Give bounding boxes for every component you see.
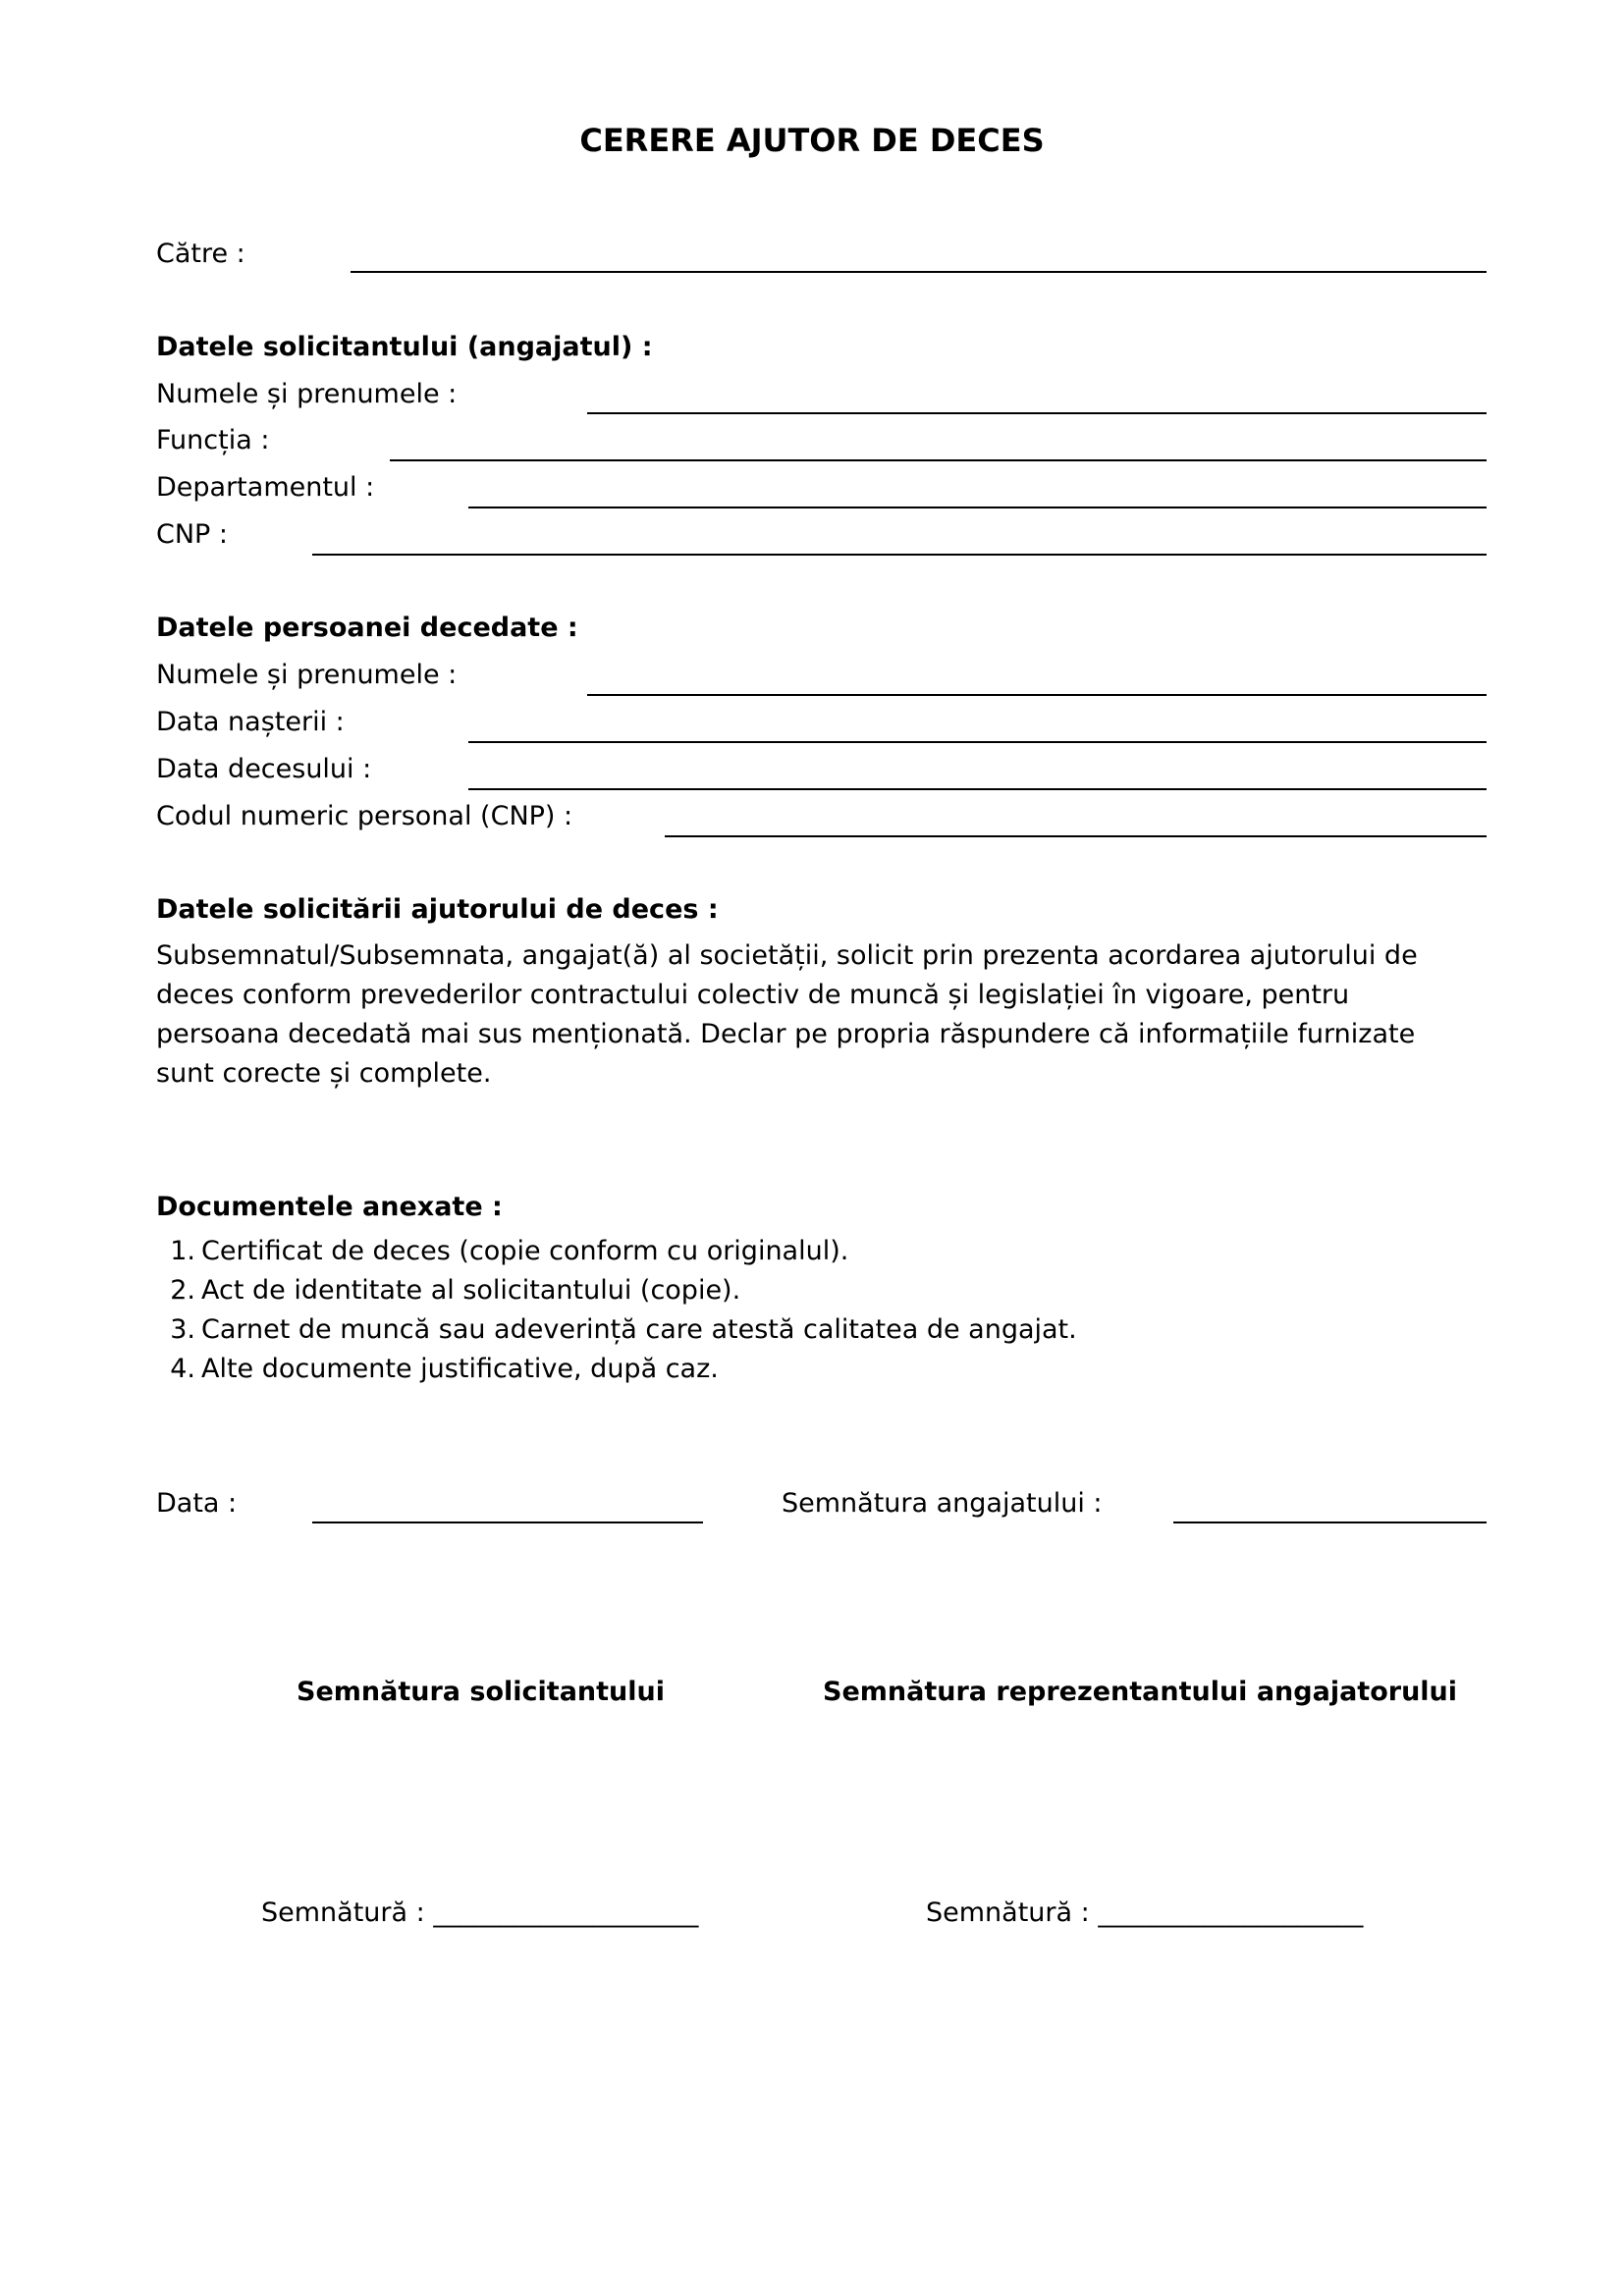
deceased-cnp-label: Codul numeric personal (CNP) :: [156, 801, 573, 831]
applicant-department-label: Departamentul :: [156, 472, 375, 503]
applicant-name-label: Numele și prenumele :: [156, 379, 458, 409]
employer-signature-title: Semnătura reprezentantului angajatorului: [823, 1677, 1458, 1707]
applicant-function-field[interactable]: [390, 459, 1487, 461]
employee-signature-field[interactable]: [1173, 1522, 1487, 1523]
catre-label: Către :: [156, 239, 245, 269]
annexes-heading: Documentele anexate :: [156, 1192, 503, 1222]
deceased-death-label: Data decesului :: [156, 754, 372, 784]
list-item: [156, 1271, 1077, 1310]
applicant-name-field[interactable]: [587, 412, 1487, 414]
list-item: [156, 1350, 1077, 1389]
list-item: [156, 1310, 1077, 1350]
deceased-death-field[interactable]: [468, 788, 1487, 790]
applicant-signature-line[interactable]: Semnătură : ____________________: [261, 1897, 699, 1928]
applicant-department-field[interactable]: [468, 507, 1487, 508]
catre-field[interactable]: [351, 271, 1487, 273]
request-paragraph: [156, 936, 1491, 1094]
date-label: Data :: [156, 1488, 238, 1519]
list-item-number: 3.: [170, 1314, 195, 1345]
list-item-text: Act de identitate al solicitantului (copie).: [201, 1275, 741, 1306]
list-item-number: 4.: [170, 1354, 195, 1384]
employer-signature-line[interactable]: Semnătură : ____________________: [926, 1897, 1364, 1928]
deceased-heading: Datele persoanei decedate :: [156, 613, 578, 643]
deceased-name-label: Numele și prenumele :: [156, 660, 458, 690]
request-line: sunt corecte și complete.: [156, 1058, 492, 1089]
list-item-text: Certificat de deces (copie conform cu originalul).: [201, 1236, 849, 1266]
deceased-birth-label: Data nașterii :: [156, 707, 345, 737]
request-heading: Datele solicitării ajutorului de deces :: [156, 894, 719, 925]
applicant-signature-title: Semnătura solicitantului: [297, 1677, 665, 1707]
deceased-cnp-field[interactable]: [665, 835, 1487, 837]
deceased-name-field[interactable]: [587, 694, 1487, 696]
request-line: persoana decedată mai sus menționată. Declar pe propria răspundere că informațiile furnizate: [156, 1019, 1416, 1049]
request-line: deces conform prevederilor contractului colectiv de muncă și legislației în vigoare, pentru: [156, 980, 1350, 1010]
applicant-cnp-field[interactable]: [312, 554, 1487, 556]
date-field[interactable]: [312, 1522, 703, 1523]
document-title: CERERE AJUTOR DE DECES: [579, 122, 1045, 159]
list-item: [156, 1232, 1077, 1271]
annexes-list: [156, 1232, 1077, 1389]
applicant-heading: Datele solicitantului (angajatul) :: [156, 332, 653, 362]
request-line: Subsemnatul/Subsemnata, angajat(ă) al societății, solicit prin prezenta acordarea ajutorului de: [156, 940, 1418, 971]
list-item-text: Carnet de muncă sau adeverință care atestă calitatea de angajat.: [201, 1314, 1077, 1345]
applicant-cnp-label: CNP :: [156, 519, 229, 550]
deceased-birth-field[interactable]: [468, 741, 1487, 743]
list-item-text: Alte documente justificative, după caz.: [201, 1354, 719, 1384]
employee-signature-label: Semnătura angajatului :: [782, 1488, 1103, 1519]
list-item-number: 2.: [170, 1275, 195, 1306]
applicant-function-label: Funcția :: [156, 425, 270, 455]
list-item-number: 1.: [170, 1236, 195, 1266]
